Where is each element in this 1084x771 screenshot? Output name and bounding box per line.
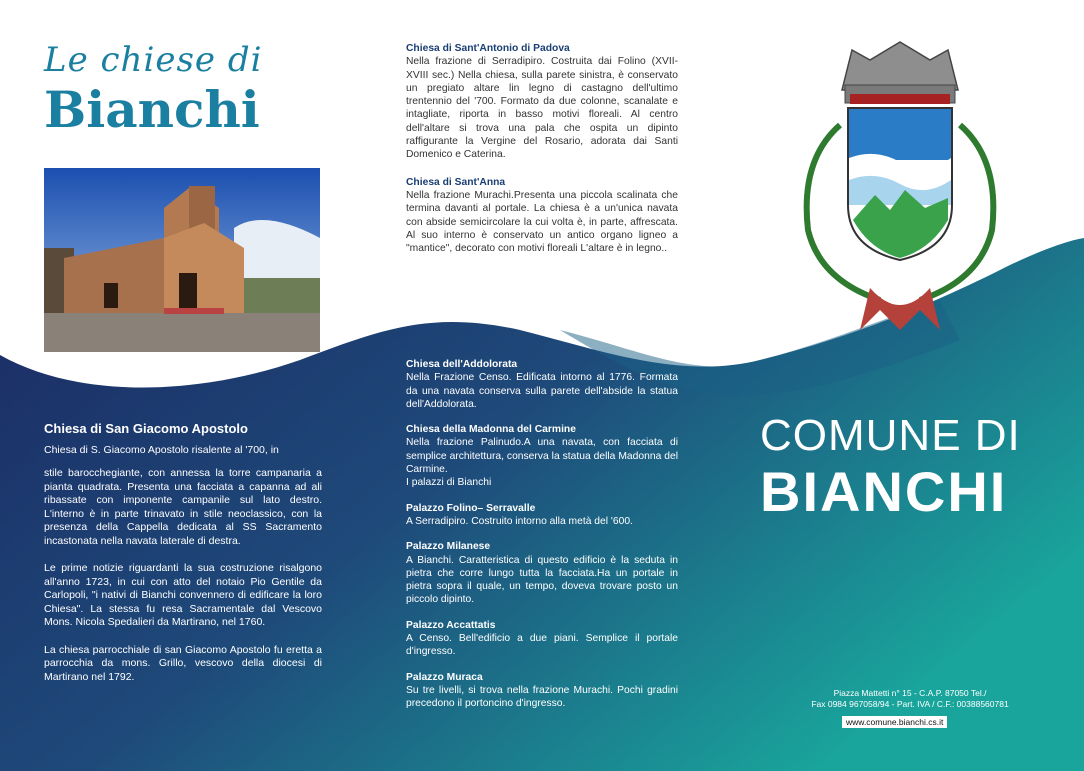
contact-fax: Fax 0984 967058/94 - Part. IVA / C.F.: 00388560781	[811, 699, 1009, 709]
section-extra: I palazzi di Bianchi	[406, 477, 492, 489]
section-addolorata	[406, 358, 678, 411]
section-title: Palazzo Accattatis	[406, 619, 496, 631]
section-body: Nella frazione di Serradipiro. Costruita dai Folino (XVII-XVIII sec.) Nella chiesa, sulla parete sinistra, è conservato un pregiato altare lin legno di castagno dell'ultimo trentennio del '700. Formato da due colonne, scanalate e intagliate, riporta in basso motivi floreali. Al centro dell'altare si trova una pala che ospita un dipinto raffigurante la Vergine del Rosario, adorata dai Santi Domenico e Caterina.	[406, 56, 678, 161]
section-title: Palazzo Milanese	[406, 541, 491, 553]
section-body: A Bianchi. Caratteristica di questo edificio è la seduta in pietra che corre lungo tutta la facciata.Ha un portale in pietra sopra il quale, un tempo, doveva trovare posto un piccolo dipinto.	[406, 554, 678, 606]
script-title: Le chiese di	[44, 40, 263, 80]
section-title: Palazzo Folino– Serravalle	[406, 502, 536, 514]
main-title: Bianchi	[44, 80, 260, 139]
section-sant-anna	[406, 176, 678, 256]
bottom-middle-column	[406, 358, 678, 711]
section-title: Palazzo Muraca	[406, 671, 483, 683]
section-title: Chiesa di Sant'Anna	[406, 176, 506, 188]
section-body-1: Chiesa di S. Giacomo Apostolo risalente al '700, in	[44, 443, 279, 456]
section-body-4: La chiesa parrocchiale di san Giacomo Apostolo fu eretta a parrocchia da mons. Grillo, vescovo della diocesi di Martirano nel 1792.	[44, 643, 322, 683]
section-body: Nella frazione Murachi.Presenta una piccola scalinata che termina davanti al portale. La chiesa è a un'unica navata con abside semicircolare la cui volta è, in parte, affrescata. Al suo interno è conservato un antico organo ligneo a "mantice", decorato con motivi floreali L'altare è in legno..	[406, 189, 678, 255]
section-body: A Serradipiro. Costruito intorno alla metà del '600.	[406, 515, 633, 527]
section-body: Nella Frazione Censo. Edificata intorno al 1776. Formata da una navata conserva sulla parete dell'abside la statua dell'Addolorata.	[406, 372, 678, 410]
section-body-2: stile barocchegiante, con annessa la torre campanaria a pianta quadrata. Presenta una facciata a capanna ad ali ribassate con imponente campanile sul lato destro. L'interno è in parte trinavato in stile neoclassico, con la presenza della Cappella dedicata al SS Sacramento incastonata nella navata laterale di destra.	[44, 467, 322, 547]
cover-title	[760, 410, 1021, 522]
section-body: Su tre livelli, si trova nella frazione Murachi. Pochi gradini precedono il portoncino d'ingresso.	[406, 684, 678, 710]
section-carmine	[406, 423, 678, 489]
coat-of-arms	[790, 30, 1010, 340]
section-accattatis	[406, 619, 678, 659]
section-body-3: Le prime notizie riguardanti la sua costruzione risalgono all'anno 1723, in cui con atto del notaio Pio Gentile da Carlopoli, "i nativi di Bianchi convennero di edificare la loro Chiesa". La stessa fu resa Sacramentale dal Vescovo Mons. Nicola Spedalieri da Martirano, nel 1760.	[44, 562, 322, 628]
website-link[interactable]: www.comune.bianchi.cs.it	[842, 716, 947, 728]
section-title: Chiesa della Madonna del Carmine	[406, 424, 576, 436]
section-sant-antonio	[406, 42, 678, 162]
section-milanese	[406, 540, 678, 606]
section-title: Chiesa dell'Addolorata	[406, 359, 518, 370]
section-title: Chiesa di Sant'Antonio di Padova	[406, 43, 570, 54]
contact-address: Piazza Mattetti n° 15 - C.A.P. 87050 Tel./	[833, 688, 987, 698]
contact-info	[760, 688, 1060, 710]
section-title: Chiesa di San Giacomo Apostolo	[44, 421, 248, 436]
cover-line-2: BIANCHI	[760, 460, 1008, 523]
section-muraca	[406, 671, 678, 711]
section-body: Nella frazione Palinudo.A una navata, con facciata di semplice architettura, conserva la statua della Madonna del Carmine.	[406, 437, 678, 476]
cover-line-1: COMUNE DI	[760, 411, 1021, 460]
section-body: A Censo. Bell'edificio a due piani. Semplice il portale d'ingresso.	[406, 633, 678, 658]
church-photo	[44, 168, 320, 352]
san-giacomo-section	[44, 422, 322, 684]
top-middle-column	[406, 42, 678, 255]
section-folino	[406, 502, 678, 529]
